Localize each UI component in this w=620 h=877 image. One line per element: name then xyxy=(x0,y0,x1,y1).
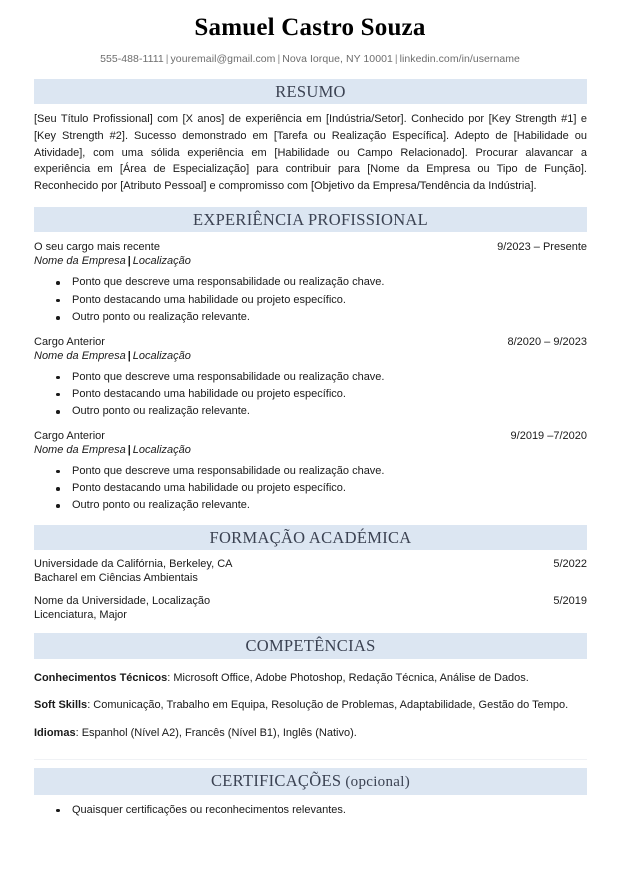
job-company: Nome da Empresa xyxy=(34,349,126,362)
experience-entry-header xyxy=(34,241,587,253)
job-separator: | xyxy=(127,349,131,362)
education-degree: Licenciatura, Major xyxy=(34,609,127,622)
education-school: Universidade da Califórnia, Berkeley, CA xyxy=(34,558,233,571)
job-bullet-list xyxy=(34,274,587,326)
skill-label: Soft Skills xyxy=(34,699,88,712)
job-date: 9/2019 –7/2020 xyxy=(510,429,587,442)
summary-text: [Seu Título Profissional] com [X anos] de experiência em [Indústria/Setor]. Conhecido por [Key Strength #1] e [Key Strength #2]. Sucesso demonstrado em [Tarefa ou Realização Específica]. Adepto de [Habilidade ou Atividade], com uma sólida experiência em [Habilidade ou Campo Relacionado]. Procurar alavancar a experiência em [Área de Especialização] para contribuir para [Nome da Empresa ou Tipo de Função]. Reconhecido por [Atributo Pessoal] e compromisso com [Objetivo da Empresa/Tendência da Indústria]. xyxy=(34,113,587,193)
section-heading-summary: RESUMO xyxy=(34,79,587,105)
job-company-location xyxy=(34,444,587,456)
section-heading-certifications xyxy=(34,768,587,794)
contact-linkedin[interactable]: linkedin.com/in/username xyxy=(399,52,520,65)
job-bullet: Ponto destacando uma habilidade ou projeto específico. xyxy=(34,386,587,403)
certifications-heading-text: CERTIFICAÇÕES xyxy=(210,771,342,791)
job-date: 9/2023 – Presente xyxy=(497,241,587,254)
job-bullet: Outro ponto ou realização relevante. xyxy=(34,497,587,514)
job-location: Localização xyxy=(132,349,191,362)
contact-separator: | xyxy=(277,52,281,65)
job-company: Nome da Empresa xyxy=(34,255,126,268)
experience-entry xyxy=(34,336,587,421)
job-bullet-list xyxy=(34,463,587,515)
job-bullet: Ponto que descreve uma responsabilidade ou realização chave. xyxy=(34,463,587,480)
job-bullet: Ponto que descreve uma responsabilidade ou realização chave. xyxy=(34,369,587,386)
education-section xyxy=(34,558,587,621)
section-heading-experience: EXPERIÊNCIA PROFISSIONAL xyxy=(34,207,587,233)
certifications-heading-optional: (opcional) xyxy=(341,774,411,791)
skill-label: Idiomas xyxy=(34,726,76,739)
skill-line xyxy=(34,670,587,687)
job-bullet: Outro ponto ou realização relevante. xyxy=(34,403,587,420)
certifications-section xyxy=(34,802,587,819)
skill-line xyxy=(34,725,587,742)
skill-value: : Microsoft Office, Adobe Photoshop, Redação Técnica, Análise de Dados. xyxy=(167,671,529,684)
contact-email[interactable]: youremail@gmail.com xyxy=(170,52,276,65)
experience-entry-header xyxy=(34,336,587,348)
summary-section xyxy=(34,111,587,195)
job-bullet: Ponto que descreve uma responsabilidade ou realização chave. xyxy=(34,274,587,291)
experience-entry xyxy=(34,430,587,515)
job-separator: | xyxy=(127,255,131,268)
contact-phone: 555-488-1111 xyxy=(100,52,164,65)
job-title: Cargo Anterior xyxy=(34,429,105,442)
skills-section xyxy=(34,670,587,742)
experience-entry xyxy=(34,241,587,326)
job-company-location xyxy=(34,255,587,267)
skill-line xyxy=(34,697,587,714)
contact-location: Nova Iorque, NY 10001 xyxy=(282,52,393,65)
job-date: 8/2020 – 9/2023 xyxy=(507,335,587,348)
education-entry xyxy=(34,595,587,621)
job-bullet: Outro ponto ou realização relevante. xyxy=(34,309,587,326)
contact-separator: | xyxy=(394,52,398,65)
skill-value: : Espanhol (Nível A2), Francês (Nível B1), Inglês (Nativo). xyxy=(75,726,357,739)
job-company: Nome da Empresa xyxy=(34,443,126,456)
candidate-name: Samuel Castro Souza xyxy=(194,14,426,41)
section-heading-skills: COMPETÊNCIAS xyxy=(34,633,587,659)
education-date: 5/2022 xyxy=(553,558,587,571)
job-title: Cargo Anterior xyxy=(34,335,105,348)
skill-label: Conhecimentos Técnicos xyxy=(34,671,168,684)
certification-bullet: Quaisquer certificações ou reconhecimentos relevantes. xyxy=(34,802,587,819)
section-heading-education: FORMAÇÃO ACADÉMICA xyxy=(34,525,587,551)
education-entry-header xyxy=(34,595,587,607)
education-entry-header xyxy=(34,558,587,570)
contact-line xyxy=(0,53,620,65)
job-bullet-list xyxy=(34,369,587,421)
skill-value: : Comunicação, Trabalho em Equipa, Resolução de Problemas, Adaptabilidade, Gestão do Tempo. xyxy=(87,699,569,712)
education-entry xyxy=(34,558,587,584)
education-degree: Bacharel em Ciências Ambientais xyxy=(34,572,198,585)
certification-bullet-list xyxy=(34,802,587,819)
contact-separator: | xyxy=(165,52,169,65)
job-title: O seu cargo mais recente xyxy=(34,241,160,254)
job-company-location xyxy=(34,350,587,362)
job-bullet: Ponto destacando uma habilidade ou projeto específico. xyxy=(34,292,587,309)
job-location: Localização xyxy=(132,255,191,268)
experience-entry-header xyxy=(34,430,587,442)
job-bullet: Ponto destacando uma habilidade ou projeto específico. xyxy=(34,480,587,497)
education-school: Nome da Universidade, Localização xyxy=(34,595,211,608)
experience-section xyxy=(34,241,587,514)
education-date: 5/2019 xyxy=(553,595,587,608)
job-location: Localização xyxy=(132,443,191,456)
job-separator: | xyxy=(127,443,131,456)
